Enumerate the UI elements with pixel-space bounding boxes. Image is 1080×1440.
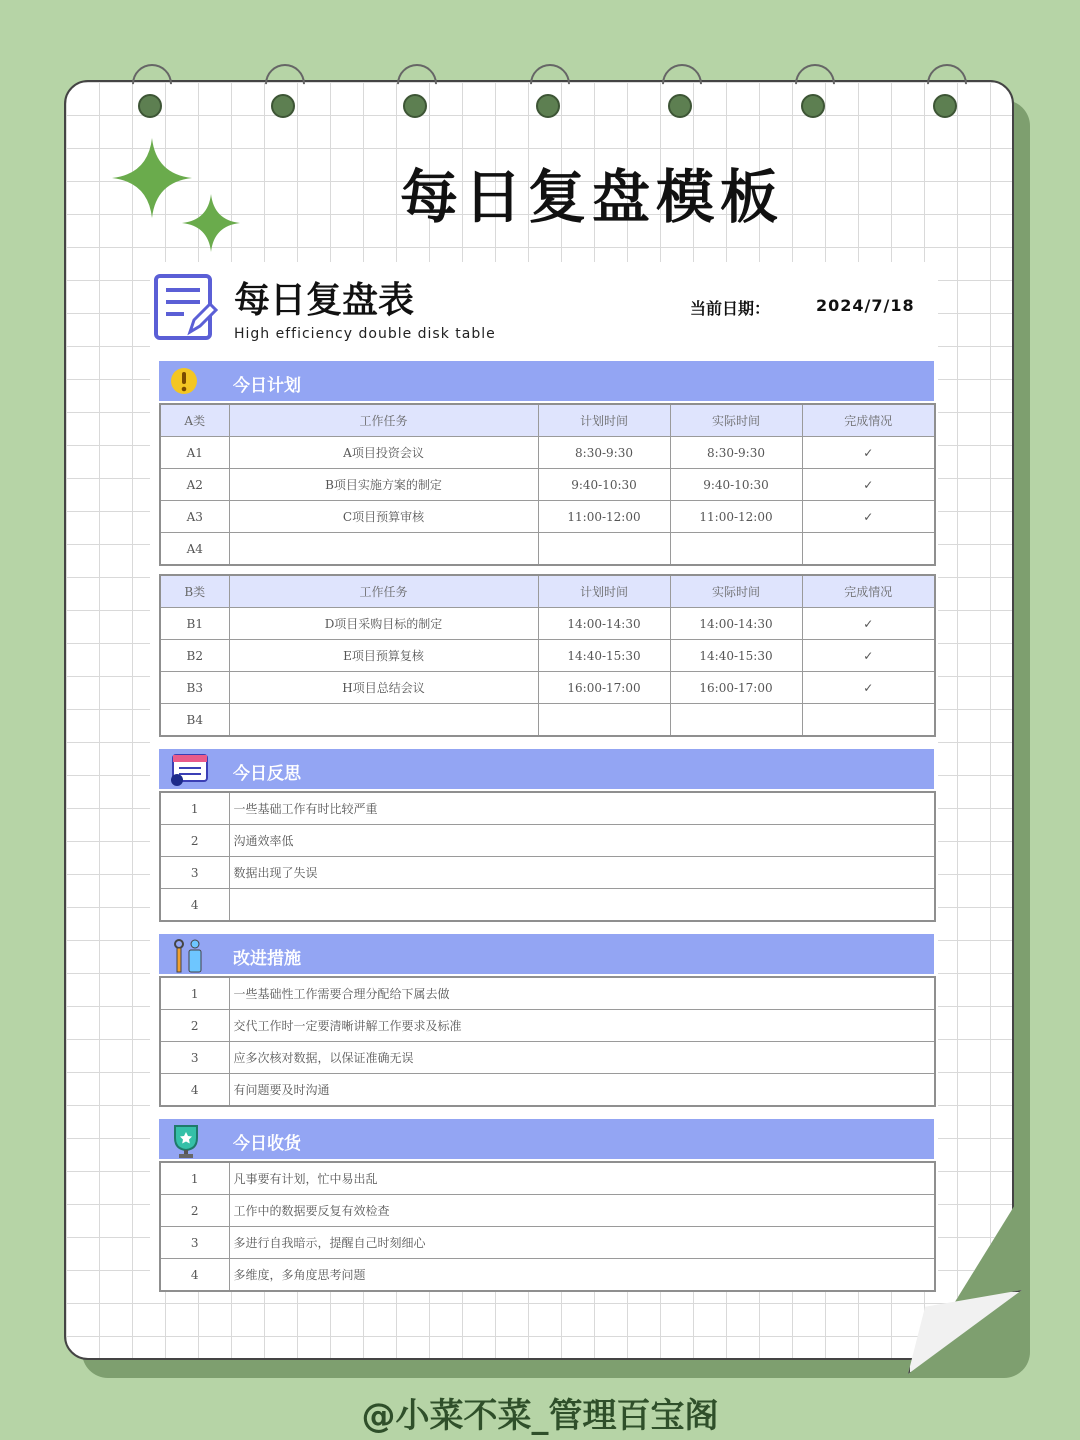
column-header: 完成情况	[802, 575, 935, 608]
table-cell: 4	[160, 889, 229, 922]
table-cell: ✓	[802, 469, 935, 501]
poster-title: 每日复盘模板	[400, 163, 785, 231]
binder-ring-icon	[927, 64, 967, 104]
column-header: 实际时间	[670, 575, 802, 608]
table-cell	[670, 533, 802, 566]
sparkle-icon	[182, 194, 240, 252]
table-cell: 14:00-14:30	[538, 608, 670, 640]
table-cell: 16:00-17:00	[538, 672, 670, 704]
section-title: 今日计划	[233, 376, 301, 396]
table-cell: 多进行自我暗示，提醒自己时刻细心	[229, 1227, 935, 1259]
table-row	[160, 1162, 935, 1195]
table-cell: 4	[160, 1259, 229, 1292]
binder-ring-icon	[530, 64, 570, 104]
table-cell: 1	[160, 1162, 229, 1195]
table-cell: 8:30-9:30	[538, 437, 670, 469]
section-bar-improve	[159, 934, 934, 974]
table-cell	[538, 704, 670, 737]
table-cell: B1	[160, 608, 229, 640]
table-cell: 4	[160, 1074, 229, 1107]
sparkle-icon	[112, 138, 192, 218]
table-cell: 11:00-12:00	[538, 501, 670, 533]
exclamation-icon	[169, 365, 199, 397]
table-cell: 11:00-12:00	[670, 501, 802, 533]
table-cell: 多维度，多角度思考问题	[229, 1259, 935, 1292]
table-cell: B3	[160, 672, 229, 704]
column-header: A类	[160, 404, 229, 437]
table-cell: 应多次核对数据，以保证准确无误	[229, 1042, 935, 1074]
table-cell: 2	[160, 825, 229, 857]
table-cell: E项目预算复核	[229, 640, 538, 672]
table-cell: B项目实施方案的制定	[229, 469, 538, 501]
table-cell: C项目预算审核	[229, 501, 538, 533]
table-row	[160, 1227, 935, 1259]
tools-person-icon	[169, 938, 209, 974]
table-row	[160, 1074, 935, 1107]
binder-ring-icon	[132, 64, 172, 104]
table-cell	[229, 889, 935, 922]
reflection-table	[159, 791, 936, 922]
table-cell: 2	[160, 1010, 229, 1042]
table-cell	[538, 533, 670, 566]
plan-table-a	[159, 403, 936, 566]
table-cell: 2	[160, 1195, 229, 1227]
table-cell: 14:00-14:30	[670, 608, 802, 640]
table-cell: 1	[160, 792, 229, 825]
section-title: 今日收货	[233, 1134, 301, 1154]
table-row	[160, 469, 935, 501]
table-cell: 1	[160, 977, 229, 1010]
table-cell: ✓	[802, 672, 935, 704]
table-row	[160, 1010, 935, 1042]
table-cell: 工作中的数据要反复有效检查	[229, 1195, 935, 1227]
table-row	[160, 825, 935, 857]
table-cell: 3	[160, 1227, 229, 1259]
binder-ring-icon	[662, 64, 702, 104]
table-header-row	[160, 575, 935, 608]
table-cell: ✓	[802, 501, 935, 533]
section-title: 改进措施	[233, 949, 301, 969]
review-sheet	[150, 262, 938, 1292]
date-value: 2024/7/18	[816, 296, 915, 315]
table-cell: 14:40-15:30	[670, 640, 802, 672]
table-cell: 一些基础性工作需要合理分配给下属去做	[229, 977, 935, 1010]
table-cell: A1	[160, 437, 229, 469]
table-row	[160, 533, 935, 566]
column-header: 工作任务	[229, 404, 538, 437]
table-cell: D项目采购目标的制定	[229, 608, 538, 640]
table-cell: 交代工作时一定要清晰讲解工作要求及标准	[229, 1010, 935, 1042]
table-cell	[802, 533, 935, 566]
binder-ring-icon	[795, 64, 835, 104]
table-header-row	[160, 404, 935, 437]
table-cell: 凡事要有计划，忙中易出乱	[229, 1162, 935, 1195]
table-row	[160, 1259, 935, 1292]
table-row	[160, 792, 935, 825]
section-title: 今日反思	[233, 764, 301, 784]
table-cell: ✓	[802, 437, 935, 469]
table-cell: 9:40-10:30	[670, 469, 802, 501]
sheet-subtitle: High efficiency double disk table	[234, 326, 496, 342]
table-cell: A项目投资会议	[229, 437, 538, 469]
table-cell: A3	[160, 501, 229, 533]
table-cell: 8:30-9:30	[670, 437, 802, 469]
table-cell	[670, 704, 802, 737]
table-cell: B4	[160, 704, 229, 737]
column-header: 工作任务	[229, 575, 538, 608]
improve-table	[159, 976, 936, 1107]
table-cell	[229, 533, 538, 566]
column-header: 完成情况	[802, 404, 935, 437]
table-row	[160, 672, 935, 704]
form-icon	[169, 753, 209, 787]
table-cell: 有问题要及时沟通	[229, 1074, 935, 1107]
table-cell: A2	[160, 469, 229, 501]
section-bar-reflection	[159, 749, 934, 789]
column-header: 计划时间	[538, 404, 670, 437]
harvest-table	[159, 1161, 936, 1292]
trophy-icon	[169, 1123, 203, 1159]
table-cell: 一些基础工作有时比较严重	[229, 792, 935, 825]
table-cell: A4	[160, 533, 229, 566]
binder-ring-icon	[265, 64, 305, 104]
table-cell: H项目总结会议	[229, 672, 538, 704]
table-cell	[229, 704, 538, 737]
footer-watermark: @小菜不菜_管理百宝阁	[361, 1396, 719, 1436]
section-bar-plan	[159, 361, 934, 401]
column-header: 实际时间	[670, 404, 802, 437]
table-cell: B2	[160, 640, 229, 672]
table-row	[160, 437, 935, 469]
table-cell: 9:40-10:30	[538, 469, 670, 501]
column-header: B类	[160, 575, 229, 608]
table-cell: 沟通效率低	[229, 825, 935, 857]
table-row	[160, 1042, 935, 1074]
document-edit-icon	[154, 274, 218, 342]
table-cell: 3	[160, 857, 229, 889]
sheet-title: 每日复盘表	[234, 280, 415, 321]
table-cell: 14:40-15:30	[538, 640, 670, 672]
table-row	[160, 857, 935, 889]
column-header: 计划时间	[538, 575, 670, 608]
section-bar-harvest	[159, 1119, 934, 1159]
plan-table-b	[159, 574, 936, 737]
table-row	[160, 501, 935, 533]
table-cell: 数据出现了失误	[229, 857, 935, 889]
table-row	[160, 640, 935, 672]
table-row	[160, 704, 935, 737]
table-row	[160, 608, 935, 640]
table-cell: 3	[160, 1042, 229, 1074]
date-label: 当前日期：	[690, 299, 771, 318]
table-cell: ✓	[802, 640, 935, 672]
table-row	[160, 889, 935, 922]
binder-ring-icon	[397, 64, 437, 104]
table-cell: 16:00-17:00	[670, 672, 802, 704]
table-row	[160, 977, 935, 1010]
table-cell: ✓	[802, 608, 935, 640]
table-cell	[802, 704, 935, 737]
table-row	[160, 1195, 935, 1227]
